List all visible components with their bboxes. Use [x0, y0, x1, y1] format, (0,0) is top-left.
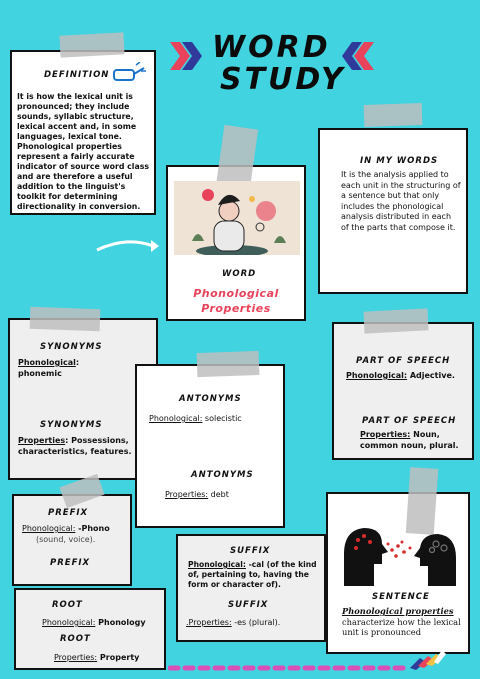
synonyms-heading-2: SYNONYMS	[40, 420, 103, 430]
antonyms-heading-2: ANTONYMS	[191, 470, 254, 480]
definition-card	[10, 50, 156, 215]
word-title-line1: Phonological	[193, 287, 279, 300]
suffix-phonological-value: -cal (of the kind of, pertaining to, having the form or character of).	[188, 560, 317, 589]
part-of-speech-properties	[360, 430, 474, 451]
antonyms-heading-1: ANTONYMS	[179, 394, 242, 404]
part-of-speech-properties-value: Noun,	[410, 430, 440, 439]
antonyms-properties-value: debt	[208, 490, 229, 499]
part-of-speech-properties-value-2: common noun, plural.	[360, 440, 459, 450]
prefix-phonological-value-2: (sound, voice).	[36, 534, 96, 544]
prefix-card	[12, 494, 132, 586]
page-title-line1: WORD	[212, 30, 331, 65]
dotted-line-decoration	[168, 658, 408, 677]
tape	[59, 32, 124, 57]
part-of-speech-heading-2: PART OF SPEECH	[362, 416, 457, 426]
prefix-heading-2: PREFIX	[50, 558, 91, 568]
synonyms-properties	[18, 436, 154, 457]
in-my-words-text: It is the analysis applied to each unit in the structuring of a sentence but that only includes the phonological analysis distributed in each of the parts that compose it.	[341, 170, 461, 232]
synonyms-phonological-label: Phonological	[18, 358, 76, 367]
suffix-properties	[186, 618, 320, 629]
part-of-speech-phonological-label: Phonological:	[346, 371, 408, 380]
tape	[30, 307, 101, 331]
sentence-heading: SENTENCE	[372, 592, 430, 602]
thinking-person-illustration	[174, 181, 300, 255]
in-my-words-heading: IN MY WORDS	[360, 156, 439, 166]
title-left-chevron	[168, 40, 204, 79]
word-heading: WORD	[222, 269, 257, 279]
antonyms-phonological-label: Phonological:	[149, 414, 203, 423]
synonyms-properties-value: : Possessions, characteristics, features.	[18, 436, 132, 456]
antonyms-properties	[165, 490, 275, 501]
antonyms-card	[135, 364, 285, 528]
synonyms-phonological-colon: :	[75, 358, 80, 367]
corner-chevrons-icon	[408, 648, 448, 674]
speaking-heads-illustration	[334, 508, 464, 588]
synonyms-phonological	[18, 358, 154, 379]
root-properties-value: Property	[97, 653, 140, 662]
root-properties-label: Properties:	[54, 653, 98, 662]
suffix-properties-value: -es (plural).	[231, 618, 281, 627]
sentence-text	[342, 606, 468, 638]
sentence-value: characterize how the lexical unit is pronounced	[342, 616, 461, 637]
antonyms-phonological	[149, 414, 279, 425]
sentence-card	[326, 492, 470, 654]
suffix-heading-1: SUFFIX	[230, 546, 271, 556]
antonyms-properties-label: Properties:	[165, 490, 209, 499]
suffix-phonological-label: Phonological:	[188, 560, 246, 569]
title-right-chevron	[340, 40, 376, 79]
prefix-phonological	[22, 524, 130, 545]
part-of-speech-phonological	[346, 371, 474, 382]
definition-text: It is how the lexical unit is pronounced; they include sounds, syllabic structure, lexical accent and, in some languages, lexical tone. Phonological properties represent a fairly accurate indicator of source word class and are therefore a useful addition to the linguist's toolkit for determining directionality in conversion.	[17, 92, 150, 211]
page-title-line2: STUDY	[220, 62, 346, 97]
prefix-phonological-label: Phonological:	[22, 524, 76, 533]
antonyms-phonological-value: solecistic	[202, 414, 242, 423]
tape	[364, 103, 423, 127]
suffix-card	[176, 534, 326, 642]
pointing-hand-icon	[108, 62, 148, 88]
synonyms-phonological-value: phonemic	[18, 368, 62, 378]
suffix-heading-2: SUFFIX	[228, 600, 269, 610]
suffix-phonological	[188, 560, 322, 590]
root-phonological	[42, 618, 166, 629]
tape	[197, 351, 260, 377]
root-phonological-label: Phonological:	[42, 618, 96, 627]
root-properties	[54, 653, 166, 664]
curved-arrow-icon	[95, 234, 161, 260]
root-card	[14, 588, 166, 670]
in-my-words-card	[318, 128, 468, 294]
part-of-speech-phonological-value: Adjective.	[407, 371, 455, 380]
synonyms-heading-1: SYNONYMS	[40, 342, 103, 352]
root-heading-1: ROOT	[52, 600, 83, 610]
root-heading-2: ROOT	[60, 634, 91, 644]
prefix-phonological-value: -Phono	[75, 524, 110, 533]
root-phonological-value: Phonology	[95, 618, 146, 627]
tape	[363, 308, 428, 333]
synonyms-properties-label: Properties	[18, 436, 66, 445]
prefix-heading-1: PREFIX	[48, 508, 89, 518]
sentence-label: Phonological properties	[342, 606, 454, 616]
word-title-line2: Properties	[201, 302, 271, 315]
definition-heading: DEFINITION	[44, 70, 110, 80]
part-of-speech-card	[332, 322, 474, 460]
word-card	[166, 165, 306, 321]
part-of-speech-heading-1: PART OF SPEECH	[356, 356, 451, 366]
suffix-properties-label: .Properties:	[186, 618, 232, 627]
part-of-speech-properties-label: Properties:	[360, 430, 411, 439]
